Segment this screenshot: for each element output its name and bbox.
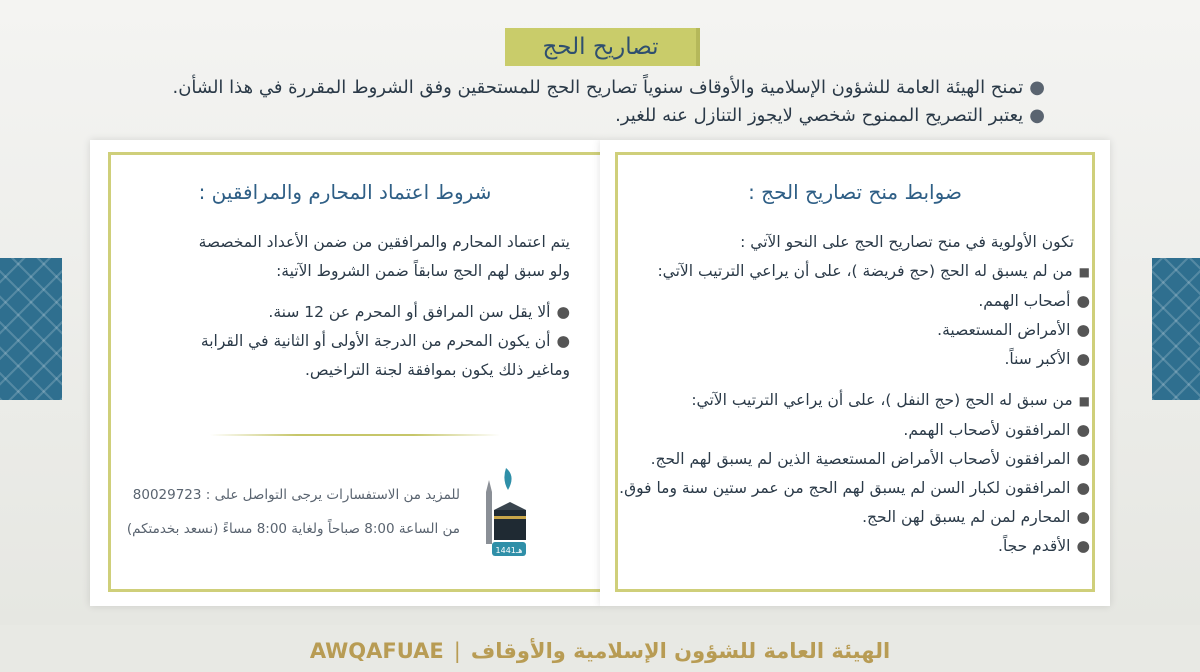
- page-title: تصاريح الحج: [505, 28, 700, 66]
- bullet-icon: ●: [556, 332, 570, 350]
- footer-organization: الهيئة العامة للشؤون الإسلامية والأوقاف: [470, 639, 891, 663]
- bullet-icon: ●: [1076, 421, 1090, 439]
- list-item: ●المرافقون لأصحاب الأمراض المستعصية الذين لم يسبق لهم الحج.: [650, 450, 1090, 468]
- footer-handle: AWQAFUAE: [309, 639, 444, 663]
- bullet-icon: ●: [1076, 537, 1090, 555]
- intro-section: [145, 74, 1045, 130]
- divider: [210, 434, 500, 436]
- bullet-icon: ●: [1076, 508, 1090, 526]
- logo-year: 1441هـ: [495, 546, 523, 555]
- intro-line: يتم اعتماد المحارم والمرافقين من ضمن الأعداد المخصصة: [198, 233, 570, 251]
- hajj-logo-icon: [484, 462, 528, 562]
- bullet-icon: ●: [1029, 77, 1045, 98]
- companions-conditions-panel: [90, 140, 600, 606]
- bullet-icon: ●: [1076, 321, 1090, 339]
- permit-rules-panel: [600, 140, 1110, 606]
- continuation-line: وماغير ذلك يكون بموافقة لجنة التراخيص.: [304, 361, 570, 379]
- group-heading: ■من سبق له الحج (حج النفل )، على أن يراعي الترتيب الآتي:: [691, 391, 1090, 409]
- bullet-icon: ●: [1029, 105, 1045, 126]
- panel-body: [620, 228, 1090, 561]
- footer: [0, 630, 1200, 672]
- bullet-icon: ●: [1076, 292, 1090, 310]
- list-item: ●الأقدم حجاً.: [998, 537, 1090, 555]
- bullet-icon: ●: [1076, 450, 1090, 468]
- decorative-pattern-right: [1152, 258, 1200, 400]
- group-heading: ■من لم يسبق له الحج (حج فريضة )، على أن يراعي الترتيب الآتي:: [657, 262, 1090, 280]
- square-bullet-icon: ■: [1078, 265, 1090, 279]
- contact-info: [120, 478, 460, 546]
- bullet-icon: ●: [1076, 350, 1090, 368]
- list-item: ●المحارم لمن لم يسبق لهن الحج.: [862, 508, 1090, 526]
- square-bullet-icon: ■: [1078, 394, 1090, 408]
- footer-separator: |: [453, 639, 461, 663]
- list-item: ●المرافقون لأصحاب الهمم.: [903, 421, 1090, 439]
- decorative-pattern-left: [0, 258, 62, 400]
- panel-heading: ضوابط منح تصاريح الحج :: [748, 180, 962, 204]
- list-item: ●الأمراض المستعصية.: [937, 321, 1090, 339]
- list-item: ●أن يكون المحرم من الدرجة الأولى أو الثانية في القرابة: [200, 332, 570, 350]
- list-item: ●ألا يقل سن المرافق أو المحرم عن 12 سنة.: [268, 303, 570, 321]
- list-item: ●المرافقون لكبار السن لم يسبق لهم الحج من عمر ستين سنة وما فوق.: [619, 479, 1090, 497]
- bullet-icon: ●: [1076, 479, 1090, 497]
- bullet-icon: ●: [556, 303, 570, 321]
- list-item: ●الأكبر سناً.: [1004, 350, 1090, 368]
- panel-body: [110, 228, 570, 385]
- contact-phone: للمزيد من الاستفسارات يرجى التواصل على : 80029723: [132, 487, 460, 503]
- contact-hours: من الساعة 8:00 صباحاً ولغاية 8:00 مساءً (نسعد بخدمتكم): [126, 521, 460, 537]
- intro-line: ●يعتبر التصريح الممنوح شخصي لايجوز التنازل عنه للغير.: [615, 105, 1045, 126]
- panel-heading: شروط اعتماد المحارم والمرافقين :: [198, 180, 492, 204]
- intro-line: ●تمنح الهيئة العامة للشؤون الإسلامية والأوقاف سنوياً تصاريح الحج للمستحقين وفق الشروط المقررة في هذا الشأن.: [172, 77, 1045, 98]
- intro-line: ولو سبق لهم الحج سابقاً ضمن الشروط الآتية:: [276, 262, 570, 280]
- intro-line: تكون الأولوية في منح تصاريح الحج على النحو الآتي :: [740, 233, 1074, 251]
- list-item: ●أصحاب الهمم.: [978, 292, 1090, 310]
